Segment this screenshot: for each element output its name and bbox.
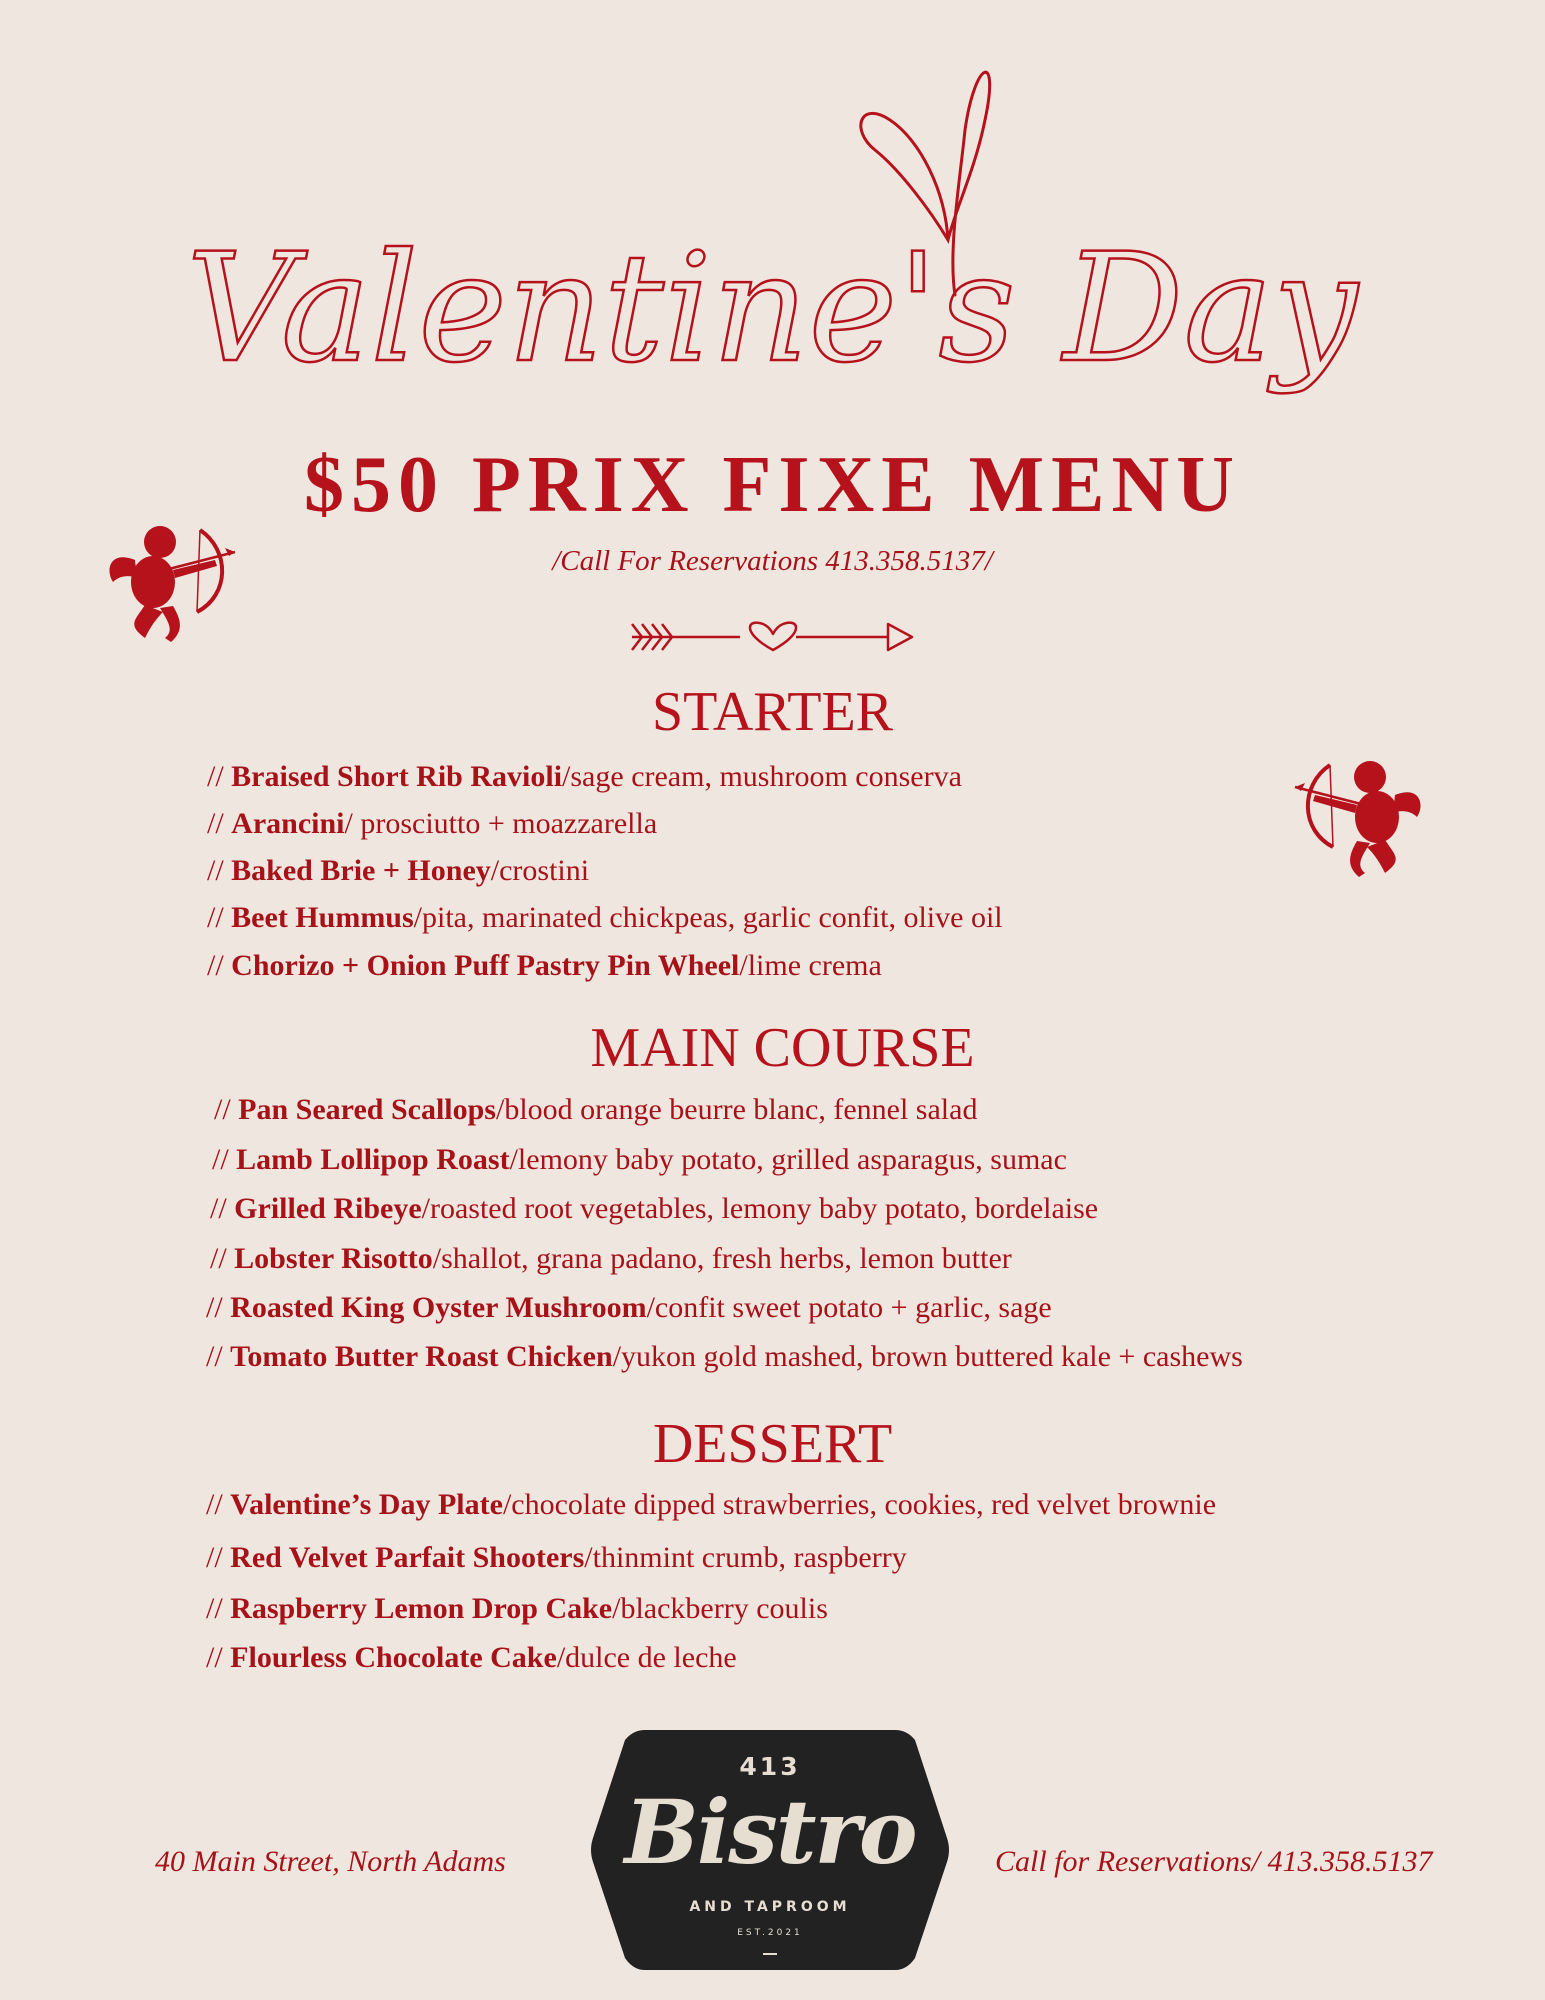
dish-desc: /shallot, grana padano, fresh herbs, lemon butter [432, 1242, 1012, 1275]
menu-item: // Lobster Risotto/shallot, grana padano, fresh herbs, lemon butter [210, 1242, 1012, 1275]
logo-name: Bistro [624, 1780, 916, 1884]
menu-item: // Chorizo + Onion Puff Pastry Pin Wheel/lime crema [207, 949, 882, 982]
dish-desc: /confit sweet potato + garlic, sage [646, 1291, 1052, 1324]
dish-desc: /crostini [490, 854, 590, 887]
menu-item: // Braised Short Rib Ravioli/sage cream, mushroom conserva [207, 760, 962, 793]
logo-number: 413 [739, 1752, 801, 1781]
logo-subtitle: AND TAPROOM [689, 1899, 851, 1915]
section-title-starter: STARTER [651, 681, 894, 743]
reservation-line: /Call For Reservations 413.358.5137/ [552, 545, 993, 577]
prix-fixe-heading: $50 PRIX FIXE MENU [303, 441, 1242, 529]
dish-name: Tomato Butter Roast Chicken [230, 1340, 613, 1373]
arrow-divider-icon [630, 612, 920, 662]
logo-established: EST.2021 [737, 1928, 803, 1938]
cupid-icon [1290, 755, 1425, 880]
dish-desc: /blackberry coulis [612, 1592, 828, 1625]
dish-name: Pan Seared Scallops [238, 1093, 496, 1126]
dish-name: Roasted King Oyster Mushroom [230, 1291, 647, 1324]
menu-item: // Flourless Chocolate Cake/dulce de leche [206, 1641, 737, 1674]
footer-reservations: Call for Reservations/ 413.358.5137 [995, 1845, 1433, 1878]
menu-item: // Pan Seared Scallops/blood orange beurre blanc, fennel salad [214, 1093, 978, 1126]
dish-desc: /roasted root vegetables, lemony baby potato, bordelaise [421, 1192, 1099, 1225]
dish-desc: /lemony baby potato, grilled asparagus, sumac [509, 1143, 1067, 1176]
dish-desc: /chocolate dipped strawberries, cookies, red velvet brownie [502, 1488, 1217, 1521]
dish-desc: /sage cream, mushroom conserva [562, 760, 962, 793]
dish-desc: /blood orange beurre blanc, fennel salad [495, 1093, 978, 1126]
dish-desc: /yukon gold mashed, brown buttered kale + cashews [612, 1340, 1243, 1373]
section-title-dessert: DESSERT [652, 1413, 893, 1475]
dish-desc: /pita, marinated chickpeas, garlic confit, olive oil [413, 901, 1003, 934]
title-text: Valentine's Day [186, 222, 1358, 396]
menu-item: // Grilled Ribeye/roasted root vegetables, lemony baby potato, bordelaise [210, 1192, 1099, 1225]
menu-item: // Baked Brie + Honey/crostini [207, 854, 590, 887]
dish-desc: /dulce de leche [556, 1641, 737, 1674]
menu-item: // Arancini/ prosciutto + moazzarella [207, 807, 658, 840]
dish-name: Braised Short Rib Ravioli [231, 760, 563, 793]
menu-item: // Raspberry Lemon Drop Cake/blackberry coulis [206, 1592, 828, 1625]
valentines-day-title [0, 60, 1545, 460]
dish-name: Grilled Ribeye [234, 1192, 422, 1225]
dish-name: Red Velvet Parfait Shooters [230, 1541, 585, 1574]
dish-name: Valentine’s Day Plate [230, 1488, 503, 1521]
footer-address: 40 Main Street, North Adams [155, 1845, 506, 1878]
menu-item: // Beet Hummus/pita, marinated chickpeas, garlic confit, olive oil [207, 901, 1003, 934]
cupid-icon [105, 520, 240, 645]
dish-name: Beet Hummus [231, 901, 414, 934]
dish-name: Lamb Lollipop Roast [236, 1143, 510, 1176]
dish-desc: /thinmint crumb, raspberry [584, 1541, 907, 1574]
menu-item: // Red Velvet Parfait Shooters/thinmint crumb, raspberry [206, 1541, 907, 1574]
dish-desc: /lime crema [739, 949, 882, 982]
menu-item: // Lamb Lollipop Roast/lemony baby potato, grilled asparagus, sumac [212, 1143, 1067, 1176]
menu-item: // Roasted King Oyster Mushroom/confit sweet potato + garlic, sage [206, 1291, 1052, 1324]
dish-name: Chorizo + Onion Puff Pastry Pin Wheel [231, 949, 740, 982]
dish-name: Flourless Chocolate Cake [230, 1641, 557, 1674]
dish-name: Raspberry Lemon Drop Cake [230, 1592, 613, 1625]
dish-name: Arancini [231, 807, 345, 840]
dish-desc: / prosciutto + moazzarella [344, 807, 658, 840]
dish-name: Lobster Risotto [234, 1242, 433, 1275]
menu-item: // Tomato Butter Roast Chicken/yukon gold mashed, brown buttered kale + cashews [206, 1340, 1243, 1373]
menu-item: // Valentine’s Day Plate/chocolate dipped strawberries, cookies, red velvet brownie [206, 1488, 1217, 1521]
section-title-main-course: MAIN COURSE [590, 1017, 975, 1079]
dish-name: Baked Brie + Honey [231, 854, 491, 887]
